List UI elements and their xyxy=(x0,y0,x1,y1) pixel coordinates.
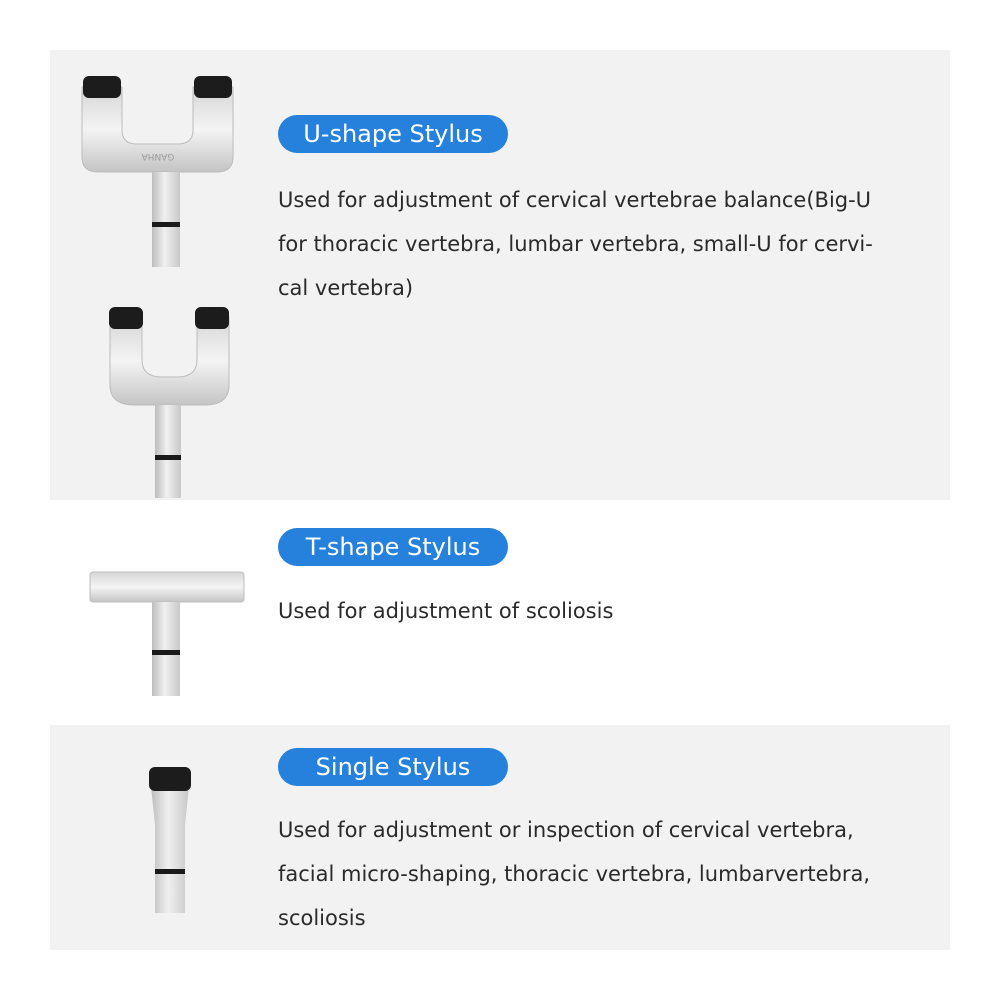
t-shape-stylus-title: T-shape Stylus xyxy=(278,528,508,566)
big-u-engraving: GANHA xyxy=(141,151,175,161)
u-shape-stylus-description xyxy=(278,178,943,310)
small-u-stylus-image xyxy=(105,305,235,500)
single-stylus-image xyxy=(145,765,195,917)
single-stylus-title: Single Stylus xyxy=(278,748,508,786)
single-stylus-description xyxy=(278,808,943,940)
u-shape-stylus-title: U-shape Stylus xyxy=(278,115,508,153)
description-line: cal vertebra) xyxy=(278,276,414,300)
t-shape-stylus-image xyxy=(88,568,248,698)
description-line: Used for adjustment or inspection of cervical vertebra, xyxy=(278,818,854,842)
description-line: Used for adjustment of cervical vertebrae balance(Big-U xyxy=(278,188,872,212)
description-line: for thoracic vertebra, lumbar vertebra, small-U for cervi- xyxy=(278,232,873,256)
description-line: facial micro-shaping, thoracic vertebra, lumbarvertebra, xyxy=(278,862,871,886)
description-line: scoliosis xyxy=(278,906,366,930)
description-line: Used for adjustment of scoliosis xyxy=(278,599,614,623)
t-shape-stylus-description xyxy=(278,589,943,633)
big-u-stylus-image xyxy=(75,72,240,272)
